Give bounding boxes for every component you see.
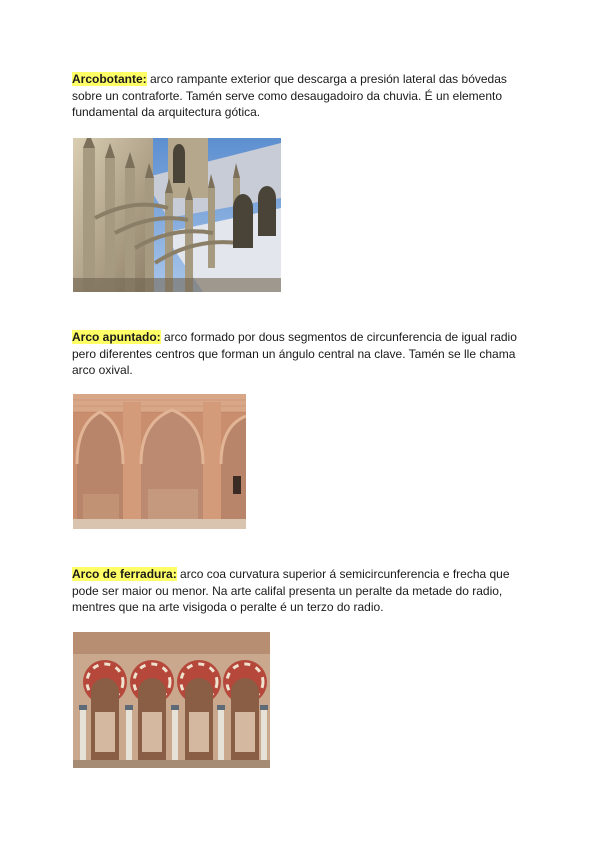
horseshoe-arch-photo: [73, 632, 270, 768]
definition-paragraph: [72, 71, 532, 121]
term-highlight: Arco apuntado:: [72, 330, 161, 344]
flying-buttress-photo: [73, 138, 281, 292]
pointed-arch-photo: [73, 394, 246, 529]
entry-arcobotante: [72, 71, 532, 121]
definition-paragraph: [72, 566, 532, 616]
definition-text: arco rampante exterior que descarga a presión lateral das bóvedas sobre un contraforte. Tamén serve como desaugadoiro da chuvia. É un elemento fundamental da arquitectura gótica.: [72, 72, 507, 119]
definition-text: arco formado por dous segmentos de circunferencia de igual radio pero diferentes centros que forman un ángulo central na clave. Tamén se lle chama arco oxival.: [72, 330, 517, 377]
term-highlight: Arcobotante:: [72, 72, 147, 86]
term-highlight: Arco de ferradura:: [72, 567, 177, 581]
definition-text: arco coa curvatura superior á semicircunferencia e frecha que pode ser maior ou menor. Na arte califal presenta un peralte da metade do radio, mentres que na arte visigoda o peralte é un terzo do radio.: [72, 567, 510, 614]
definition-paragraph: [72, 329, 532, 379]
entry-arco-ferradura: [72, 566, 532, 616]
entry-arco-apuntado: [72, 329, 532, 379]
